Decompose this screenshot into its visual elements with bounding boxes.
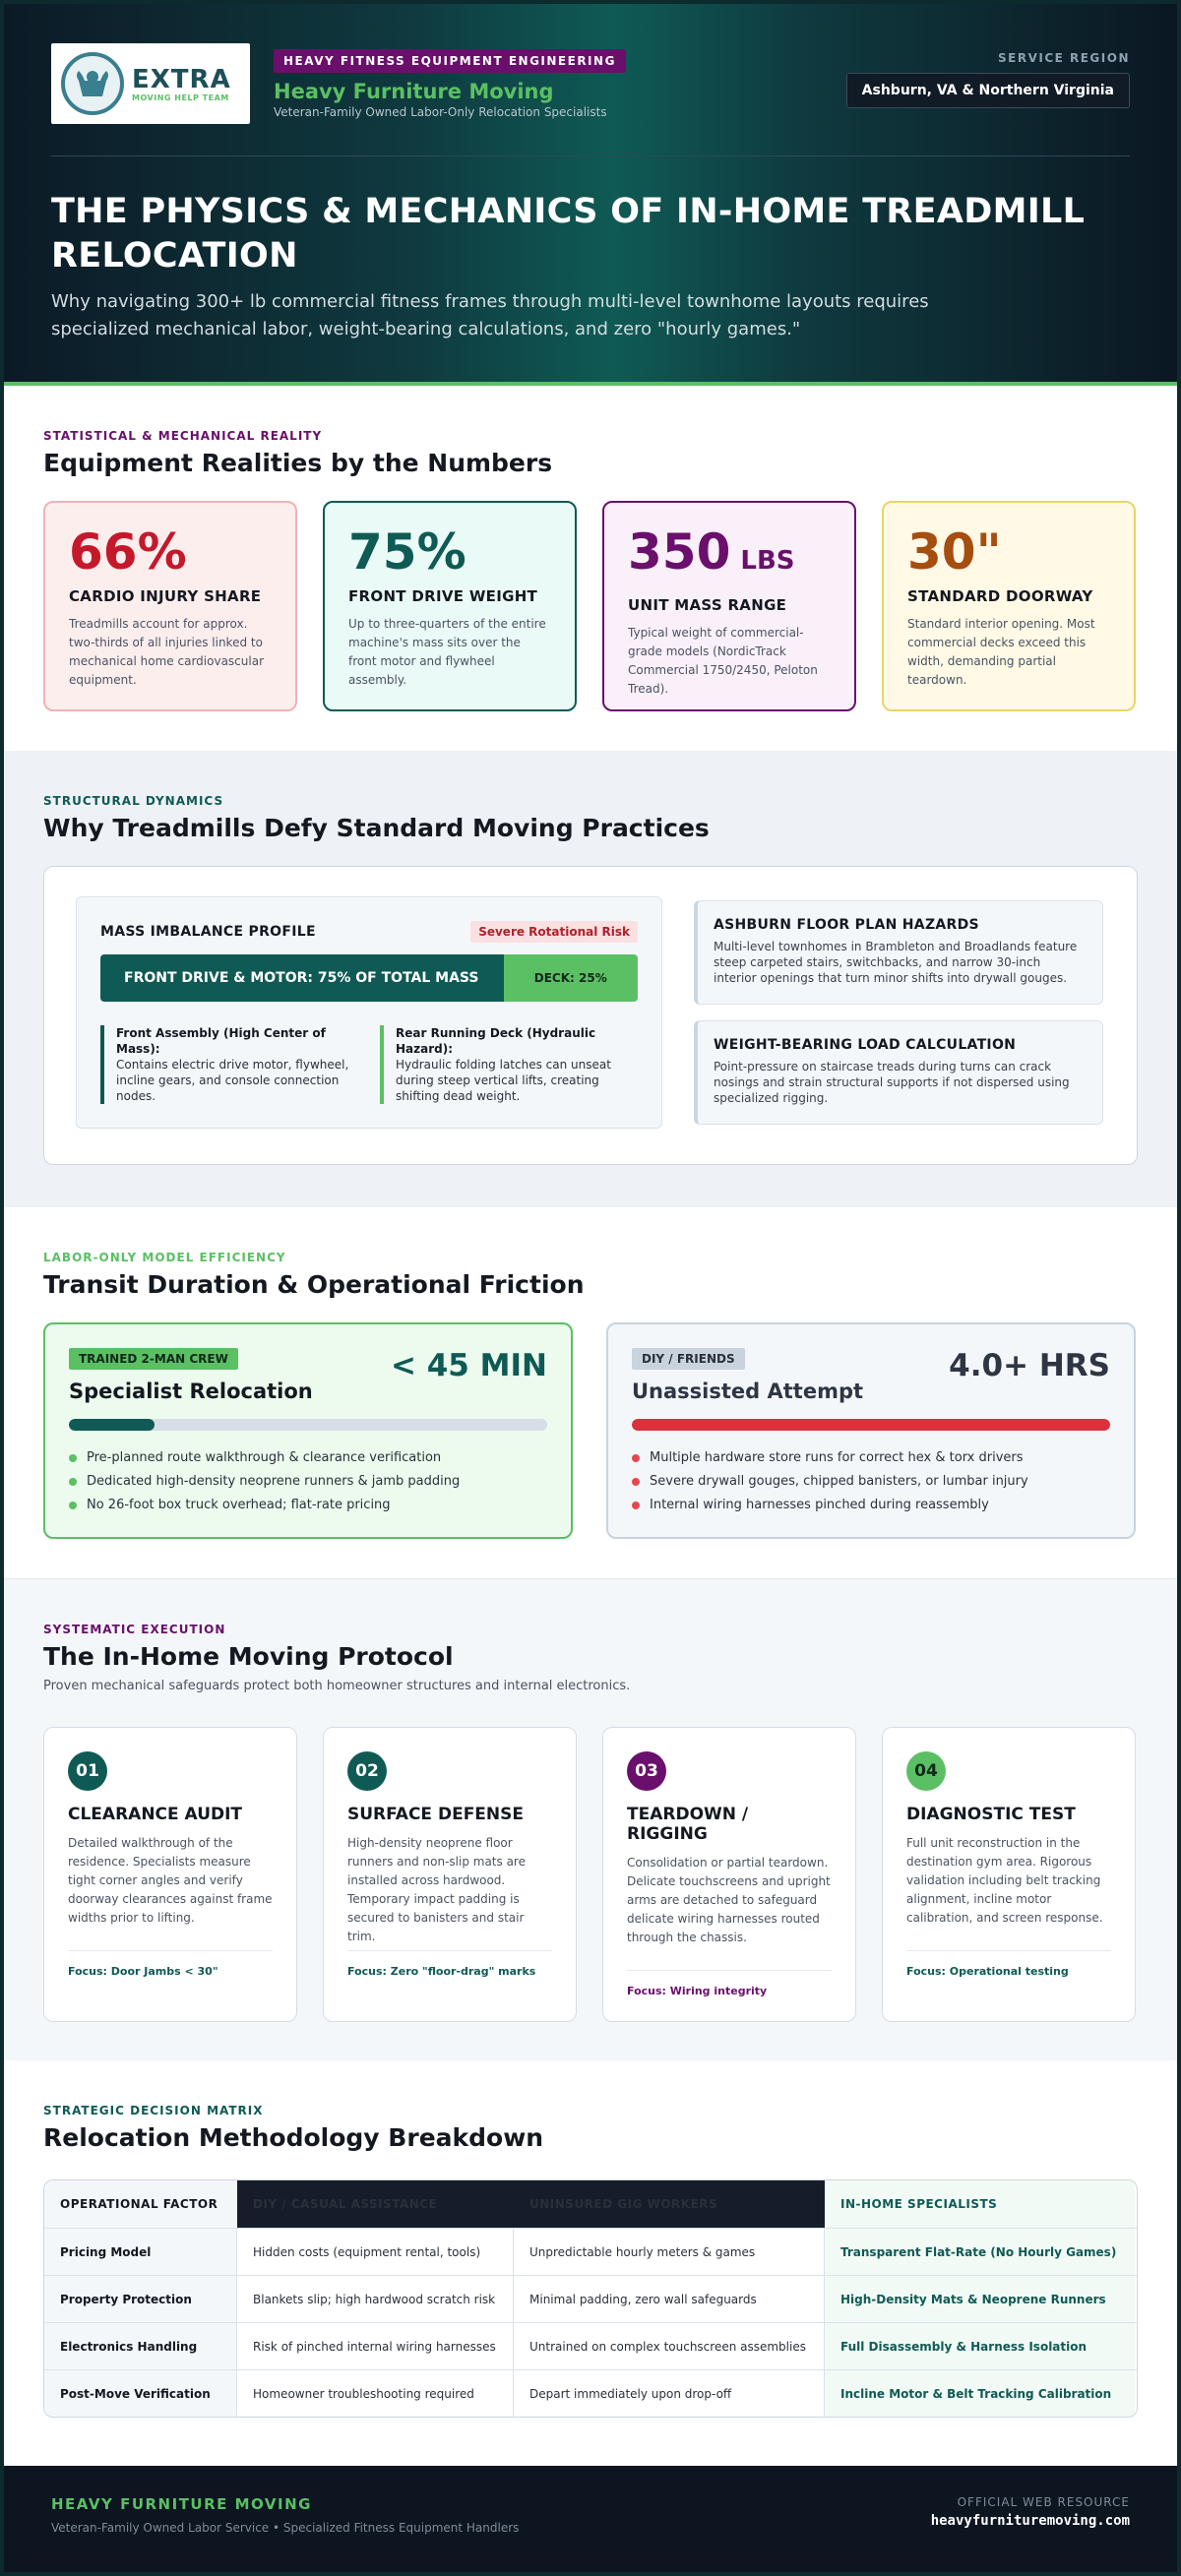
footer-brand: HEAVY FURNITURE MOVING [51,2495,312,2513]
step-desc: Consolidation or partial teardown. Delicate touchscreens and upright arms are detached to safeguard delicate wiring harnesses routed through the chassis. [627,1856,831,1944]
hero-title: THE PHYSICS & MECHANICS OF IN-HOME TREADMILL RELOCATION [51,192,1086,276]
risk-list [632,1446,1110,1517]
page-inner [4,4,1177,2572]
hazard-desc: Point-pressure on staircase treads during turns can crack nosings and strain structural supports if not dispersed using specialized rigging. [714,1060,1070,1105]
duration-track [69,1419,547,1431]
step-focus: Focus: Door Jambs < 30" [68,1965,218,1978]
region-value: Ashburn, VA & Northern Virginia [846,73,1130,108]
crew-pill: TRAINED 2-MAN CREW [69,1348,238,1370]
step-divider [627,1970,832,1971]
list-item [69,1470,547,1494]
table-cell: Homeowner troubleshooting required [237,2370,514,2417]
step-title: TEARDOWN / RIGGING [627,1805,749,1844]
crew-pill: DIY / FRIENDS [632,1348,745,1370]
hero-eyebrow-pill: HEAVY FITNESS EQUIPMENT ENGINEERING [274,49,626,73]
step-focus: Focus: Zero "floor-drag" marks [347,1965,536,1978]
footer [4,2466,1177,2572]
mass-panel-head [100,921,638,943]
hero-subtitle: Why navigating 300+ lb commercial fitness frames through multi-level townhome layouts requires specialized mechanical labor, weight-bearing calculations, and zero "hourly games." [51,291,929,339]
stat-card [323,501,577,711]
table-cell: Property Protection [44,2276,237,2322]
stat-card [882,501,1136,711]
deck-mass-segment: DECK: 25% [504,954,639,1002]
table-cell: High-Density Mats & Neoprene Runners [825,2276,1135,2322]
list-item [69,1494,547,1517]
list-item [632,1446,1110,1470]
item-text: No 26-foot box truck overhead; flat-rate pricing [87,1498,391,1512]
table-cell: Full Disassembly & Harness Isolation [825,2323,1135,2369]
card-name: Unassisted Attempt [632,1380,864,1403]
stat-value [628,524,831,588]
specialist-card [43,1322,573,1539]
stat-number: 30" [907,523,1002,581]
table-cell: Depart immediately upon drop-off [514,2370,825,2417]
stat-desc: Treadmills account for approx. two-thirds of all injuries linked to mechanical home cardiovascular equipment. [69,617,264,687]
duration-fill [69,1419,155,1431]
stat-number: 350 [628,523,731,581]
mass-distribution-bar [100,954,638,1002]
step-divider [347,1950,552,1951]
company-logo[interactable] [51,43,250,124]
hazard-title: WEIGHT-BEARING LOAD CALCULATION [714,1037,1017,1053]
footer-resource-label: OFFICIAL WEB RESOURCE [957,2495,1130,2509]
step-desc: Full unit reconstruction in the destination gym area. Rigorous validation including belt tracking alignment, incline motor calibration, and screen response. [906,1836,1103,1925]
card-head [632,1348,1110,1403]
duration-track [632,1419,1110,1431]
duration-fill [632,1419,1110,1431]
item-text: Dedicated high-density neoprene runners & jamb padding [87,1474,461,1489]
table-row [44,2228,1137,2275]
protocol-steps [43,1727,1138,2022]
transit-cards [43,1322,1138,1539]
step-focus: Focus: Operational testing [906,1965,1069,1978]
stat-label: UNIT MASS RANGE [628,596,787,614]
footer-tagline: Veteran-Family Owned Labor Service • Specialized Fitness Equipment Handlers [51,2521,520,2535]
brand-name: Heavy Furniture Moving [274,80,554,103]
footer-right [931,2495,1130,2543]
table-row [44,2322,1137,2369]
risk-badge: Severe Rotational Risk [470,921,638,943]
step-divider [68,1950,273,1951]
note-title: Front Assembly (High Center of Mass): [116,1026,326,1056]
step-focus: Focus: Wiring integrity [627,1985,768,1997]
stat-value [348,524,551,580]
stat-label: CARDIO INJURY SHARE [69,587,262,605]
step-number-badge: 02 [347,1751,387,1791]
stat-unit: LBS [740,546,795,576]
step-divider [906,1950,1111,1951]
footer-url-link[interactable]: heavyfurnituremoving.com [930,2513,1130,2529]
bullet-icon [69,1454,77,1462]
list-item [632,1470,1110,1494]
table-row [44,2369,1137,2417]
protocol-step-card [602,1727,856,2022]
front-assembly-note [100,1025,352,1104]
table-cell: Minimal padding, zero wall safeguards [514,2276,825,2322]
table-cell: Unpredictable hourly meters & games [514,2229,825,2275]
item-text: Severe drywall gouges, chipped banisters, or lumbar injury [650,1474,1028,1489]
column-header: OPERATIONAL FACTOR [44,2180,237,2228]
stat-label: STANDARD DOORWAY [907,587,1093,605]
brand-tagline: Veteran-Family Owned Labor-Only Relocation Specialists [274,105,607,119]
table-cell: Hidden costs (equipment rental, tools) [237,2229,514,2275]
transit-title: Transit Duration & Operational Friction [43,1270,585,1299]
region-label: SERVICE REGION [997,51,1130,65]
bullet-icon [69,1502,77,1509]
logo-sub: MOVING HELP TEAM [132,92,229,102]
table-cell: Blankets slip; high hardwood scratch risk [237,2276,514,2322]
rear-deck-note [380,1025,632,1104]
item-text: Internal wiring harnesses pinched during reassembly [650,1498,989,1512]
stat-desc: Up to three-quarters of the entire machine's mass sits over the front motor and flywheel assembly. [348,617,546,687]
step-number-badge: 01 [68,1751,107,1791]
protocol-title: The In-Home Moving Protocol [43,1642,454,1671]
item-text: Multiple hardware store runs for correct hex & torx drivers [650,1450,1024,1465]
hazard-list [694,896,1103,1135]
column-header: UNINSURED GIG WORKERS [514,2180,825,2228]
stat-card [602,501,856,711]
stat-desc: Typical weight of commercial-grade models (NordicTrack Commercial 1750/2450, Peloton Tread). [628,626,818,696]
step-desc: High-density neoprene floor runners and non-slip mats are installed across hardwood. Temporary impact padding is secured to banisters and stair trim. [347,1836,526,1943]
brand-row [51,43,1130,124]
note-text: Hydraulic folding latches can unseat during steep vertical lifts, creating shifting dead weight. [396,1058,611,1103]
hero-divider [51,155,1130,156]
duration-value: < 45 MIN [390,1348,547,1383]
diy-card [606,1322,1136,1539]
bullet-icon [632,1454,640,1462]
bullet-icon [69,1478,77,1486]
stat-desc: Standard interior opening. Most commercial decks exceed this width, demanding partial teardown. [907,617,1095,687]
table-cell: Electronics Handling [44,2323,237,2369]
stat-value [907,524,1110,580]
step-desc: Detailed walkthrough of the residence. Specialists measure tight corner angles and verify doorway clearances against frame widths prior to lifting. [68,1836,273,1925]
structural-eyebrow: STRUCTURAL DYNAMICS [43,794,224,808]
brand-titles [274,43,626,119]
footer-left [51,2495,519,2543]
stat-card [43,501,297,711]
table-cell: Transparent Flat-Rate (No Hourly Games) [825,2229,1135,2275]
matrix-title: Relocation Methodology Breakdown [43,2123,544,2152]
table-cell: Pricing Model [44,2229,237,2275]
hero-header [4,4,1177,386]
transit-eyebrow: LABOR-ONLY MODEL EFFICIENCY [43,1251,286,1264]
stats-title: Equipment Realities by the Numbers [43,449,553,477]
transit-section [4,1207,1177,1539]
step-title: DIAGNOSTIC TEST [906,1805,1076,1824]
column-header: DIY / CASUAL ASSISTANCE [237,2180,514,2228]
benefit-list [69,1446,547,1517]
protocol-eyebrow: SYSTEMATIC EXECUTION [43,1623,226,1636]
mass-imbalance-panel [76,896,662,1129]
protocol-section [4,1578,1177,2060]
item-text: Pre-planned route walkthrough & clearance verification [87,1450,442,1465]
stat-number: 66% [69,523,187,581]
mass-panel-title: MASS IMBALANCE PROFILE [100,924,316,940]
protocol-step-card [323,1727,577,2022]
bullet-icon [632,1478,640,1486]
table-cell: Risk of pinched internal wiring harnesses [237,2323,514,2369]
stats-eyebrow: STATISTICAL & MECHANICAL REALITY [43,429,323,443]
stat-cards [43,501,1138,711]
card-head [69,1348,547,1403]
structural-card [43,866,1138,1165]
step-number-badge: 04 [906,1751,946,1791]
list-item [632,1494,1110,1517]
bullet-icon [632,1502,640,1509]
duration-value: 4.0+ HRS [949,1348,1110,1383]
table-cell: Untrained on complex touchscreen assemblies [514,2323,825,2369]
table-row [44,2275,1137,2322]
hazard-title: ASHBURN FLOOR PLAN HAZARDS [714,917,979,933]
note-title: Rear Running Deck (Hydraulic Hazard): [396,1026,596,1056]
logo-emblem-icon [61,52,124,115]
step-number-badge: 03 [627,1751,666,1791]
logo-word: EXTRA [132,64,231,94]
service-region [846,43,1130,124]
column-header: IN-HOME SPECIALISTS [825,2180,1135,2228]
mass-notes [100,1025,638,1104]
table-header-row [44,2180,1137,2228]
logo-text [132,66,231,102]
protocol-step-card [882,1727,1136,2022]
list-item [69,1446,547,1470]
table-cell: Incline Motor & Belt Tracking Calibration [825,2370,1135,2417]
structural-section [4,751,1177,1207]
card-name: Specialist Relocation [69,1380,313,1403]
front-mass-segment: FRONT DRIVE & MOTOR: 75% OF TOTAL MASS [100,954,504,1002]
table-cell: Post-Move Verification [44,2370,237,2417]
stat-number: 75% [348,523,466,581]
step-title: SURFACE DEFENSE [347,1805,524,1824]
structural-title: Why Treadmills Defy Standard Moving Practices [43,814,710,842]
step-title: CLEARANCE AUDIT [68,1805,243,1824]
decision-matrix-table [43,2179,1138,2418]
stats-section [4,386,1177,711]
protocol-step-card [43,1727,297,2022]
brand-left [51,43,626,124]
matrix-eyebrow: STRATEGIC DECISION MATRIX [43,2104,264,2117]
hazard-card [694,900,1103,1005]
matrix-section [4,2060,1177,2418]
hazard-desc: Multi-level townhomes in Brambleton and Broadlands feature steep carpeted stairs, switchbacks, and narrow 30-inch interior openings that turn minor shifts into drywall gouges. [714,940,1078,985]
hazard-card [694,1020,1103,1125]
stat-label: FRONT DRIVE WEIGHT [348,587,538,605]
stat-value [69,524,272,580]
protocol-desc: Proven mechanical safeguards protect both homeowner structures and internal electronics. [43,1679,631,1693]
note-text: Contains electric drive motor, flywheel, incline gears, and console connection nodes. [116,1058,349,1103]
